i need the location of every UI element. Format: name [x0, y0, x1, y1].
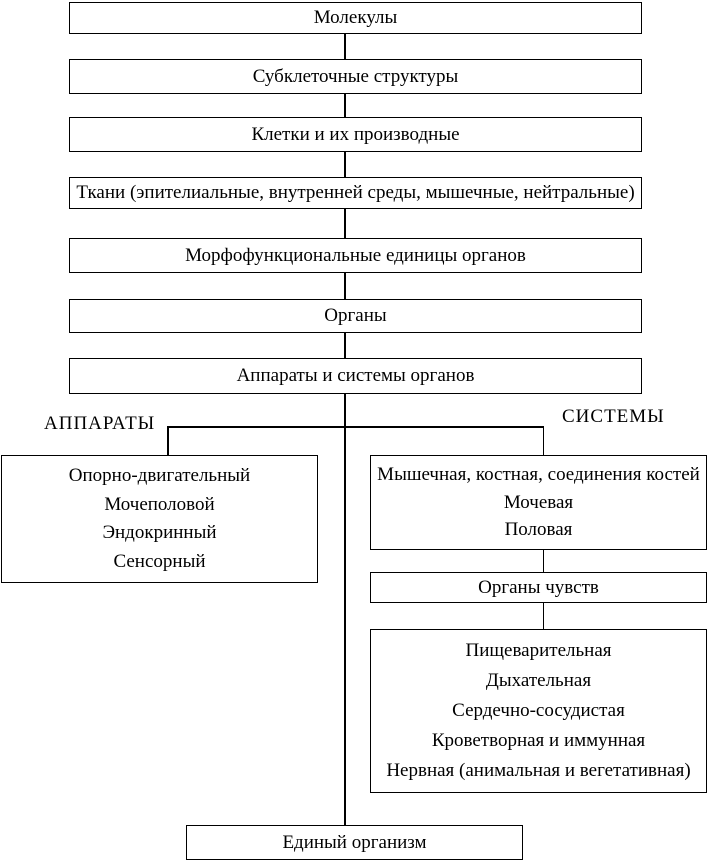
systems-heading: СИСТЕМЫ — [562, 406, 665, 427]
connector-line — [344, 273, 346, 299]
left-branch-line — [167, 426, 169, 455]
sense-organs-box: Органы чувств — [370, 572, 707, 603]
systems-item: Половая — [504, 519, 573, 541]
connector-line — [344, 152, 346, 177]
systems-group3-box — [370, 629, 707, 793]
level-box-apparatus-and-systems: Аппараты и системы органов — [69, 358, 642, 394]
systems-item: Мышечная, костная, соединения костей — [377, 463, 700, 485]
branch-split-line — [167, 426, 544, 428]
systems-item: Нервная (анимальная и вегетативная) — [386, 760, 691, 781]
level-box-cells: Клетки и их производные — [69, 117, 642, 152]
level-box-morphofunctional-units: Морфофункциональные единицы органов — [69, 238, 642, 273]
apparatus-item: Мочеполовой — [104, 493, 215, 515]
systems-item: Дыхательная — [485, 670, 592, 692]
right-branch-line — [543, 426, 545, 455]
systems-item: Пищеварительная — [465, 640, 612, 662]
connector-line — [543, 550, 545, 572]
level-box-tissues: Ткани (эпителиальные, внутренней среды, мышечные, нейтральные) — [69, 177, 642, 209]
apparatus-list-box — [1, 455, 318, 583]
level-box-molecules: Молекулы — [69, 2, 642, 34]
apparatus-item: Сенсорный — [113, 551, 206, 573]
systems-item: Мочевая — [503, 491, 574, 513]
connector-line — [344, 209, 346, 238]
systems-item: Кроветворная и иммунная — [431, 730, 646, 752]
apparatus-heading: АППАРАТЫ — [44, 413, 156, 434]
connector-line — [344, 333, 346, 358]
level-box-subcellular-structures: Субклеточные структуры — [69, 59, 642, 94]
level-box-organs: Органы — [69, 299, 642, 333]
unified-organism-box: Единый организм — [186, 825, 523, 860]
central-trunk-line — [344, 394, 346, 825]
apparatus-item: Эндокринный — [102, 522, 217, 544]
connector-line — [344, 94, 346, 117]
connector-line — [543, 603, 545, 629]
systems-item: Сердечно-сосудистая — [452, 700, 625, 722]
apparatus-item: Опорно-двигательный — [68, 464, 251, 486]
connector-line — [344, 34, 346, 59]
systems-group1-box — [370, 455, 707, 550]
